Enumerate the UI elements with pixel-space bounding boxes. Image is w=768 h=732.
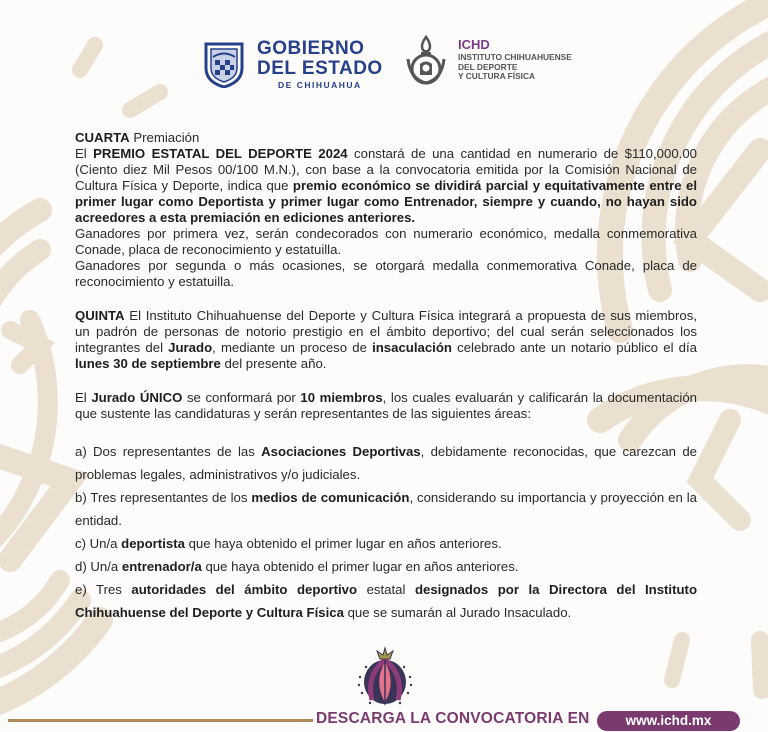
text: a) Dos representantes de las bbox=[75, 444, 262, 459]
ichd-line1: INSTITUTO CHIHUAHUENSE bbox=[458, 51, 572, 62]
document-body bbox=[75, 130, 697, 624]
text-bold: deportista bbox=[121, 536, 185, 551]
text-bold: entrenador/a bbox=[121, 559, 202, 574]
download-cta: DESCARGA LA CONVOCATORIA EN bbox=[316, 710, 590, 727]
list-item bbox=[75, 532, 697, 555]
text: El bbox=[75, 390, 92, 405]
text: e) Tres bbox=[75, 582, 132, 597]
cuarta-paragraph-3: Ganadores por segunda o más ocasiones, se otorgará medalla conmemorativa Conade, placa de reconocimiento y estatuilla. bbox=[75, 258, 697, 289]
text: celebrado ante un notario público el día bbox=[451, 340, 697, 355]
text-bold: designados por la Directora del Instituto Chihuahuense del Deporte y Cultura Física bbox=[75, 582, 697, 620]
text: d) Un/a bbox=[75, 559, 122, 574]
gobierno-line1: GOBIERNO bbox=[257, 38, 365, 59]
quinta-paragraph bbox=[75, 308, 697, 372]
text: , debidamente reconocidas, que carezcan de problemas legales, administrativos y/o judiciales. bbox=[75, 444, 697, 482]
cuarta-paragraph-1 bbox=[75, 146, 697, 226]
list-item bbox=[75, 486, 697, 532]
text-bold: medios de comunicación bbox=[251, 490, 410, 505]
ichd-logo bbox=[406, 35, 572, 85]
cuarta-heading bbox=[75, 130, 697, 146]
jurado-paragraph bbox=[75, 390, 697, 422]
text: c) Un/a bbox=[75, 536, 122, 551]
premio-name: PREMIO ESTATAL DEL DEPORTE 2024 bbox=[93, 146, 348, 161]
text-bold: Jurado ÚNICO bbox=[91, 390, 183, 405]
text-bold: Jurado bbox=[168, 340, 213, 355]
text: , mediante un proceso de bbox=[212, 340, 373, 355]
text: El bbox=[75, 146, 94, 161]
biznaga-emblem-icon bbox=[350, 645, 420, 707]
premio-condition: premio económico se dividirá parcial y equitativamente entre el primer lugar como Deportista y primer lugar como Entrenador, siempre y cuando, no hayan sido acreedores a esta premiación en ediciones anteriores. bbox=[75, 178, 697, 225]
ichd-title: ICHD bbox=[458, 37, 490, 53]
cuarta-label: CUARTA bbox=[75, 130, 130, 145]
areas-list bbox=[75, 440, 697, 624]
date-bold: lunes 30 de septiembre bbox=[75, 356, 221, 371]
text-bold: insaculación bbox=[372, 340, 452, 355]
text: , los cuales evaluarán y calificarán la documentación que sustente las candidaturas y serán representantes de las siguientes áreas: bbox=[75, 390, 697, 421]
gobierno-line3: DE CHIHUAHUA bbox=[278, 80, 362, 90]
gobierno-logo bbox=[203, 39, 383, 90]
text-bold: Asociaciones Deportivas bbox=[261, 444, 421, 459]
text-bold: autoridades del ámbito deportivo bbox=[131, 582, 358, 597]
gobierno-line2: DEL ESTADO bbox=[257, 58, 383, 79]
text: que haya obtenido el primer lugar en años anteriores. bbox=[201, 559, 519, 574]
text: del presente año. bbox=[220, 356, 327, 371]
ichd-line3: Y CULTURA FÍSICA bbox=[458, 71, 536, 82]
text: se conformará por bbox=[182, 390, 301, 405]
list-item bbox=[75, 578, 697, 624]
text: , considerando su importancia y proyección en la entidad. bbox=[75, 490, 697, 528]
footer-divider bbox=[8, 719, 313, 722]
text: El Instituto Chihuahuense del Deporte y Cultura Física integrará a propuesta de sus miembros, un padrón de personas de notorio prestigio en el ámbito deportivo; del cual serán seleccionados los integrantes del bbox=[75, 308, 697, 355]
ichd-torch-icon bbox=[406, 35, 446, 85]
text: estatal bbox=[357, 582, 415, 597]
text: b) Tres representantes de los bbox=[75, 490, 252, 505]
text: que se sumarán al Jurado Insaculado. bbox=[343, 605, 572, 620]
text: que haya obtenido el primer lugar en años anteriores. bbox=[184, 536, 502, 551]
website-link[interactable]: www.ichd.mx bbox=[597, 711, 740, 731]
header-logos bbox=[0, 35, 768, 95]
text-bold: 10 miembros bbox=[300, 390, 383, 405]
quinta-label: QUINTA bbox=[75, 308, 125, 323]
text: constará de una cantidad en numerario de $110,000.00 (Ciento diez Mil Pesos 00/100 M.N.), con base a la convocatoria emitida por la Comisión Nacional de Cultura Física y Deporte, indica que bbox=[75, 146, 698, 193]
cuarta-title: Premiación bbox=[129, 130, 200, 145]
list-item bbox=[75, 440, 697, 486]
ichd-line2: DEL DEPORTE bbox=[458, 61, 518, 72]
cuarta-paragraph-2: Ganadores por primera vez, serán condecorados con numerario económico, medalla conmemorativa Conade, placa de reconocimiento y estatuilla. bbox=[75, 226, 697, 257]
list-item bbox=[75, 555, 697, 578]
chihuahua-shield-icon bbox=[203, 40, 245, 88]
